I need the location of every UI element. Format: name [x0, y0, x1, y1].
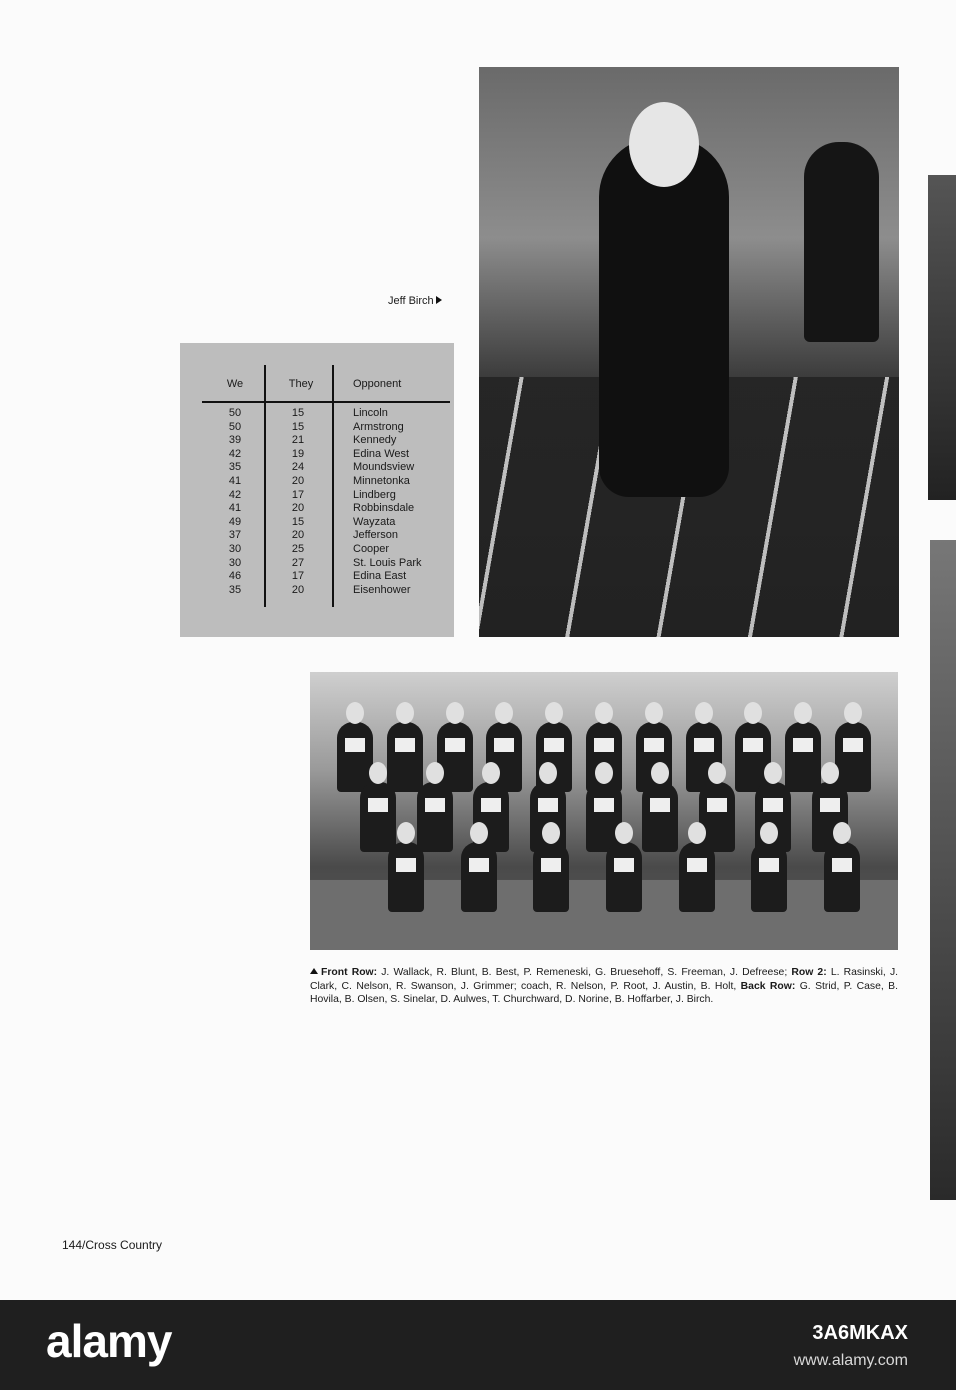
cell-they: 21: [291, 434, 305, 447]
cell-we: 42: [228, 447, 242, 460]
cell-opponent: Lincoln: [353, 407, 388, 419]
runner-figure: [599, 137, 729, 497]
team-photo-caption: [310, 966, 898, 1007]
cell-opponent: Cooper: [353, 542, 390, 555]
cell-opponent: Armstrong: [353, 420, 404, 433]
player-figure: [533, 842, 569, 912]
cell-they: 15: [291, 420, 305, 433]
player-figure: [606, 842, 642, 912]
watermark-banner: [0, 1300, 956, 1390]
team-photo: [310, 672, 898, 950]
cell-we: 35: [228, 461, 242, 474]
cell-opponent: Edina East: [353, 570, 407, 583]
cell-we: 42: [228, 488, 242, 501]
cell-we: 50: [228, 407, 242, 419]
column-they: [283, 407, 313, 597]
cell-they: 17: [291, 488, 305, 501]
front-row-label: Front Row:: [321, 967, 378, 978]
site-url: www.alamy.com: [793, 1352, 908, 1369]
cell-we: 41: [228, 502, 242, 515]
cell-opponent: Moundsview: [353, 461, 415, 474]
header-opponent: Opponent: [353, 378, 402, 390]
column-we: [220, 407, 250, 597]
cell-we: 30: [228, 542, 242, 555]
cell-they: 20: [291, 502, 305, 515]
runner-photo-caption: [388, 295, 442, 307]
runner-head: [629, 102, 699, 187]
page-folio: 144/Cross Country: [62, 1238, 163, 1252]
cell-opponent: Minnetonka: [353, 474, 410, 487]
player-figure: [388, 842, 424, 912]
row2-names: L. Rasinski, J. Clark, C. Nelson, R. Swanson, J. Grimmer; coach, R. Nelson, P. Root, J. Austin, B. Holt,: [310, 967, 899, 992]
player-figure: [461, 842, 497, 912]
table-header-rule: [202, 401, 450, 403]
player-figure: [824, 842, 860, 912]
cell-they: 19: [291, 447, 305, 460]
cell-they: 20: [291, 583, 305, 596]
cell-they: 15: [291, 515, 305, 528]
player-figure: [751, 842, 787, 912]
cell-they: 20: [291, 474, 305, 487]
cell-we: 39: [228, 434, 242, 447]
arrow-right-icon: [436, 296, 442, 304]
cell-we: 50: [228, 420, 242, 433]
cell-they: 24: [291, 461, 305, 474]
cell-we: 41: [228, 474, 242, 487]
runner-caption-text: Jeff Birch: [388, 295, 434, 307]
front-row-names: J. Wallack, R. Blunt, B. Best, P. Remeneski, G. Bruesehoff, S. Freeman, J. Defreese;: [377, 967, 792, 978]
cell-we: 37: [228, 529, 242, 542]
cell-opponent: Kennedy: [353, 434, 397, 447]
cell-we: 35: [228, 583, 242, 596]
cell-opponent: Eisenhower: [353, 583, 411, 596]
cell-they: 25: [291, 542, 305, 555]
spectator-figure: [804, 142, 879, 342]
runner-photo: [479, 67, 899, 637]
schedule-table: [180, 343, 454, 637]
cell-they: 17: [291, 570, 305, 583]
cell-we: 46: [228, 570, 242, 583]
cell-they: 27: [291, 556, 305, 569]
adjacent-photo-edge-top: [928, 175, 956, 500]
image-code: 3A6MKAX: [812, 1322, 908, 1344]
cell-they: 15: [291, 407, 305, 419]
cell-opponent: Robbinsdale: [353, 502, 415, 515]
player-figure: [679, 842, 715, 912]
team-front-row: [370, 842, 878, 912]
cell-opponent: Lindberg: [353, 488, 396, 501]
column-opponent: [353, 407, 453, 597]
cell-they: 20: [291, 529, 305, 542]
adjacent-photo-edge-bottom: [930, 540, 956, 1200]
back-row-names: G. Strid, P. Case, B. Hovila, B. Olsen, S. Sinelar, D. Aulwes, T. Churchward, D. Norine, B. Hoffarber, J. Birch.: [310, 980, 899, 1006]
cell-opponent: Jefferson: [353, 529, 399, 542]
cell-we: 30: [228, 556, 242, 569]
header-they: They: [288, 378, 314, 390]
header-we: We: [226, 378, 244, 390]
row2-label: Row 2:: [791, 967, 827, 978]
cell-opponent: Edina West: [353, 447, 410, 460]
cell-we: 49: [228, 515, 242, 528]
arrow-up-icon: [310, 968, 318, 974]
cell-opponent: Wayzata: [353, 515, 396, 528]
back-row-label: Back Row:: [740, 980, 796, 992]
cell-opponent: St. Louis Park: [353, 556, 422, 569]
alamy-logo: alamy: [46, 1315, 172, 1367]
